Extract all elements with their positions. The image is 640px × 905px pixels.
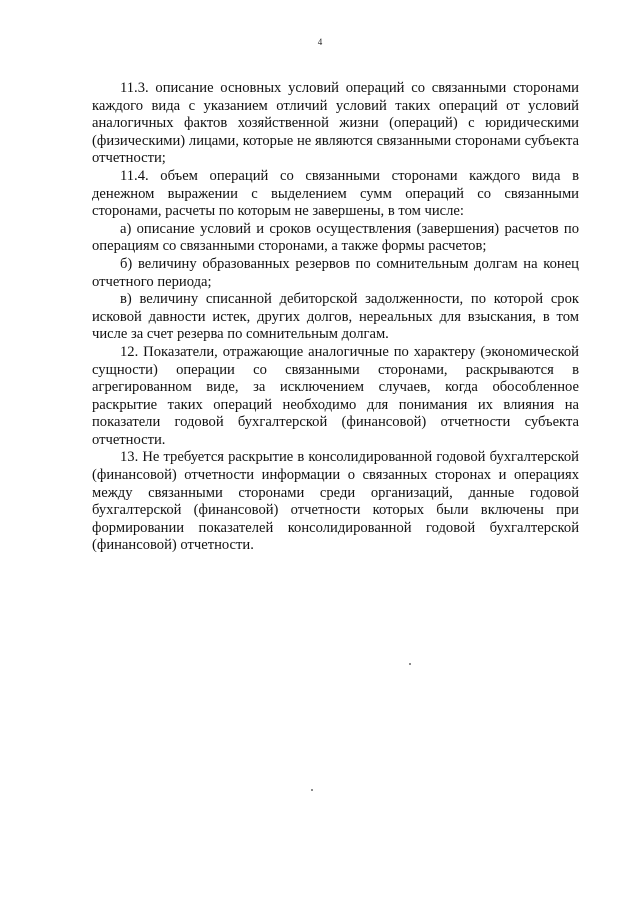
paragraph-11-4-a: а) описание условий и сроков осуществления (завершения) расчетов по операциям со связанными сторонами, а также формы расчетов; xyxy=(92,220,579,255)
document-body xyxy=(92,80,579,555)
paragraph-11-4-v: в) величину списанной дебиторской задолженности, по которой срок исковой давности истек, других долгов, нереальных для взыскания, в том числе за счет резерва по сомнительным долгам. xyxy=(92,291,579,343)
paragraph-11-4-b: б) величину образованных резервов по сомнительным долгам на конец отчетного периода; xyxy=(92,255,579,290)
scan-speck xyxy=(409,663,411,665)
scan-speck xyxy=(311,789,313,791)
page-number: 4 xyxy=(317,37,323,47)
paragraph-13: 13. Не требуется раскрытие в консолидированной годовой бухгалтерской (финансовой) отчетности информации о связанных сторонах и операциях между связанными сторонами среди организаций, данные годовой бухгалтерской (финансовой) отчетности которых были включены при формировании показателей консолидированной годовой бухгалтерской (финансовой) отчетности. xyxy=(92,449,579,554)
paragraph-12: 12. Показатели, отражающие аналогичные по характеру (экономической сущности) операции со связанными сторонами, раскрываются в агрегированном виде, за исключением случаев, когда обособленное раскрытие таких операций необходимо для понимания их влияния на показатели годовой бухгалтерской (финансовой) отчетности субъекта отчетности. xyxy=(92,343,579,448)
paragraph-11-4: 11.4. объем операций со связанными сторонами каждого вида в денежном выражении с выделением сумм операций со связанными сторонами, расчеты по которым не завершены, в том числе: xyxy=(92,167,579,220)
paragraph-11-3: 11.3. описание основных условий операций со связанными сторонами каждого вида с указанием отличий условий таких операций от условий аналогичных фактов хозяйственной жизни (операций) с юридическими (физическими) лицами, которые не являются связанными сторонами субъекта отчетности; xyxy=(92,80,579,167)
